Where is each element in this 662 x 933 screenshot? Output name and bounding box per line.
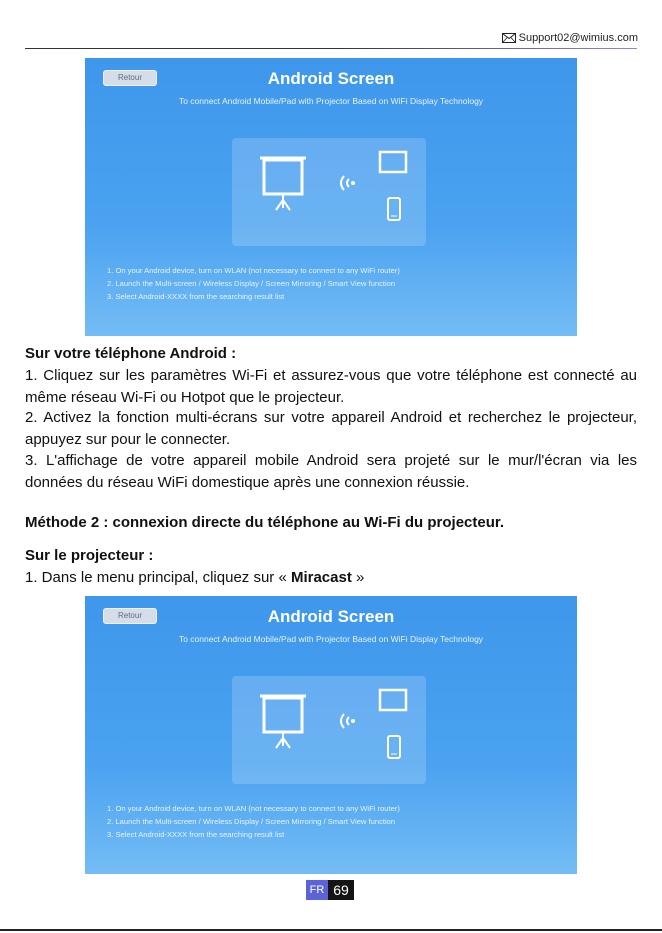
screen-title: Android Screen: [267, 607, 395, 626]
back-button[interactable]: Retour: [103, 70, 157, 86]
connection-illustration: [232, 676, 426, 784]
page-number: 69: [328, 880, 354, 900]
email-text: Support02@wimius.com: [518, 32, 638, 44]
step-1: 1. On your Android device, turn on WLAN (not necessary to connect to any WiFi router): [107, 804, 400, 813]
step-3: 3. Select Android-XXXX from the searching result list: [107, 830, 285, 839]
method2-heading: Méthode 2 : connexion directe du téléphone au Wi-Fi du projecteur.: [25, 514, 505, 531]
language-tag: FR: [306, 880, 328, 900]
screen-subtitle: To connect Android Mobile/Pad with Projector Based on WiFi Display Technology: [178, 96, 484, 106]
section1-paragraph-2: 2. Activez la fonction multi-écrans sur votre appareil Android et recherchez le projecteur, appuyez sur pour le connecter.: [25, 409, 637, 448]
miracast-label: Miracast: [290, 569, 352, 586]
section1-heading: Sur votre téléphone Android :: [25, 345, 237, 362]
android-screen-image-2: [85, 596, 577, 874]
projector-screen-icon: [232, 676, 426, 784]
step-prefix: 1. Dans le menu principal, cliquez sur «: [25, 569, 291, 586]
page-number-badge: [306, 880, 354, 900]
section1-paragraph-1: 1. Cliquez sur les paramètres Wi-Fi et assurez-vous que votre téléphone est connecté au même réseau Wi-Fi ou Hotpot que le projecteur.: [25, 367, 637, 406]
screen-subtitle: To connect Android Mobile/Pad with Projector Based on WiFi Display Technology: [178, 634, 484, 644]
screen-steps: [107, 802, 559, 841]
footer-divider: [0, 929, 662, 931]
mail-icon: [502, 33, 516, 43]
screen-steps: [107, 264, 559, 303]
step-3: 3. Select Android-XXXX from the searching result list: [107, 292, 285, 301]
step-2: 2. Launch the Multi-screen / Wireless Display / Screen Mirroring / Smart View function: [107, 279, 396, 288]
screen-title: Android Screen: [267, 69, 395, 88]
step-suffix: »: [351, 569, 365, 586]
projector-screen-icon: [232, 138, 426, 246]
section2-heading: Sur le projecteur :: [25, 547, 154, 564]
android-screen-image-1: [85, 58, 577, 336]
back-button[interactable]: Retour: [103, 608, 157, 624]
step-2: 2. Launch the Multi-screen / Wireless Display / Screen Mirroring / Smart View function: [107, 817, 396, 826]
header-email: [502, 32, 638, 44]
section2-step-1: [25, 567, 637, 589]
step-1: 1. On your Android device, turn on WLAN (not necessary to connect to any WiFi router): [107, 266, 400, 275]
connection-illustration: [232, 138, 426, 246]
header-divider: [25, 48, 637, 49]
section1-paragraph-3: 3. L'affichage de votre appareil mobile Android sera projeté sur le mur/l'écran via les données du réseau WiFi domestique après une connexion réussie.: [25, 452, 637, 491]
